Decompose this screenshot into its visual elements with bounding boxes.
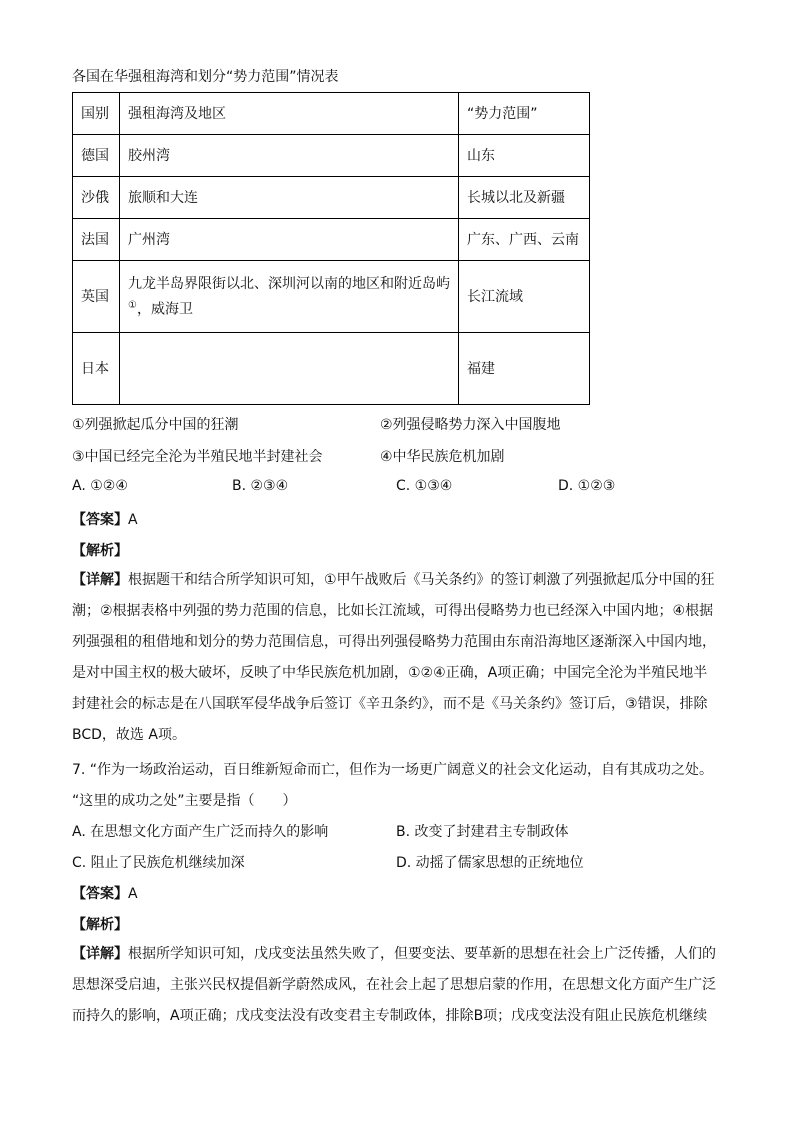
detail-line: BCD，故选 A项。 (72, 727, 186, 743)
table-row (73, 135, 590, 177)
cell-country: 沙俄 (73, 177, 120, 219)
q7-option-c: C. 阻止了民族危机继续加深 (72, 855, 245, 871)
analysis-tag: 【解析】 (72, 917, 128, 933)
cell-area: 旅顺和大连 (120, 177, 459, 219)
cell-sphere: 广东、广西、云南 (459, 219, 590, 261)
answer-value: A (128, 512, 138, 528)
detail-line (72, 939, 722, 970)
footnote-mark: ① (128, 299, 137, 311)
cell-area: 胶州湾 (120, 135, 459, 177)
q7-detail (72, 939, 722, 1032)
sphere-table (72, 92, 590, 405)
q7-stem-line1: 7. “作为一场政治运动，百日维新短命而亡，但作为一场更广阔意义的社会文化运动，自有其成功之处。 (72, 762, 714, 778)
detail-text: 根据题干和结合所学知识可知，①甲午战败后《马关条约》的签订刺激了列强掀起瓜分中国的狂 (128, 572, 715, 588)
q7-option-a: A. 在思想文化方面产生广泛而持久的影响 (72, 824, 329, 840)
cell-country: 德国 (73, 135, 120, 177)
q6-analysis-tag (72, 540, 128, 560)
header-sphere: “势力范围” (459, 93, 590, 135)
cell-sphere: 山东 (459, 135, 590, 177)
cell-sphere: 福建 (459, 333, 590, 405)
q7-answer (72, 883, 138, 903)
table-row (73, 333, 590, 405)
detail-line (72, 565, 722, 596)
q6-option-b: B. ②③④ (232, 478, 289, 494)
detail-text: 根据所学知识可知，戊戌变法虽然失败了，但要变法、要革新的思想在社会上广泛传播，人们的 (128, 946, 716, 962)
detail-line: 思想深受启迪，主张兴民权提倡新学蔚然成风，在社会上起了思想启蒙的作用，在思想文化方面产生广泛 (72, 977, 716, 993)
statement-1: ①列强掀起瓜分中国的狂潮 (72, 417, 239, 433)
table-header-row (73, 93, 590, 135)
header-country: 国别 (73, 93, 120, 135)
q7-analysis-tag (72, 914, 128, 934)
statement-4: ④中华民族危机加剧 (380, 449, 505, 465)
detail-line: 潮；②根据表格中列强的势力范围的信息，比如长江流域，可得出侵略势力也已经深入中国内地；④根据 (72, 603, 714, 619)
q7-option-d: D. 动摇了儒家思想的正统地位 (396, 855, 584, 871)
cell-area: 广州湾 (120, 219, 459, 261)
header-area: 强租海湾及地区 (120, 93, 459, 135)
cell-country: 日本 (73, 333, 120, 405)
detail-line: 是对中国主权的极大破坏，反映了中华民族危机加剧，①②④正确，A项正确；中国完全沦为半殖民地半 (72, 665, 708, 681)
cell-country: 英国 (73, 261, 120, 333)
statement-2: ②列强侵略势力深入中国腹地 (380, 417, 561, 433)
table-row (73, 219, 590, 261)
cell-area-line2: ，威海卫 (136, 301, 193, 318)
detail-tag: 【详解】 (72, 946, 128, 962)
cell-area (120, 333, 459, 405)
cell-sphere: 长城以北及新疆 (459, 177, 590, 219)
q6-detail (72, 565, 722, 751)
cell-sphere: 长江流域 (459, 261, 590, 333)
detail-line: 封建社会的标志是在八国联军侵华战争后签订《辛丑条约》，而不是《马关条约》签订后，③错误，排除 (72, 696, 708, 712)
analysis-tag: 【解析】 (72, 543, 128, 559)
detail-tag: 【详解】 (72, 572, 128, 588)
answer-tag: 【答案】 (72, 512, 128, 528)
detail-line: 列强强租的租借地和划分的势力范围信息，可得出列强侵略势力范围由东南沿海地区逐渐深入中国内地， (72, 634, 716, 650)
q6-option-c: C. ①③④ (396, 478, 453, 494)
cell-area-line1: 九龙半岛界限街以北、深圳河以南的地区和附近岛屿 (128, 275, 450, 292)
cell-area (120, 261, 459, 333)
table-row (73, 177, 590, 219)
q6-option-a: A. ①②④ (72, 478, 128, 494)
answer-tag: 【答案】 (72, 886, 128, 902)
q7-stem-line2: “这里的成功之处”主要是指（ ） (72, 793, 297, 809)
statement-3: ③中国已经完全沦为半殖民地半封建社会 (72, 449, 323, 465)
table-caption: 各国在华强租海湾和划分“势力范围”情况表 (72, 69, 339, 85)
cell-country: 法国 (73, 219, 120, 261)
q6-option-d: D. ①②③ (558, 478, 616, 494)
table-row (73, 261, 590, 333)
answer-value: A (128, 886, 138, 902)
q7-option-b: B. 改变了封建君主专制政体 (396, 824, 569, 840)
detail-line: 而持久的影响，A项正确；戊戌变法没有改变君主专制政体，排除B项；戊戌变法没有阻止民族危机继续 (72, 1008, 708, 1024)
q6-answer (72, 509, 138, 529)
